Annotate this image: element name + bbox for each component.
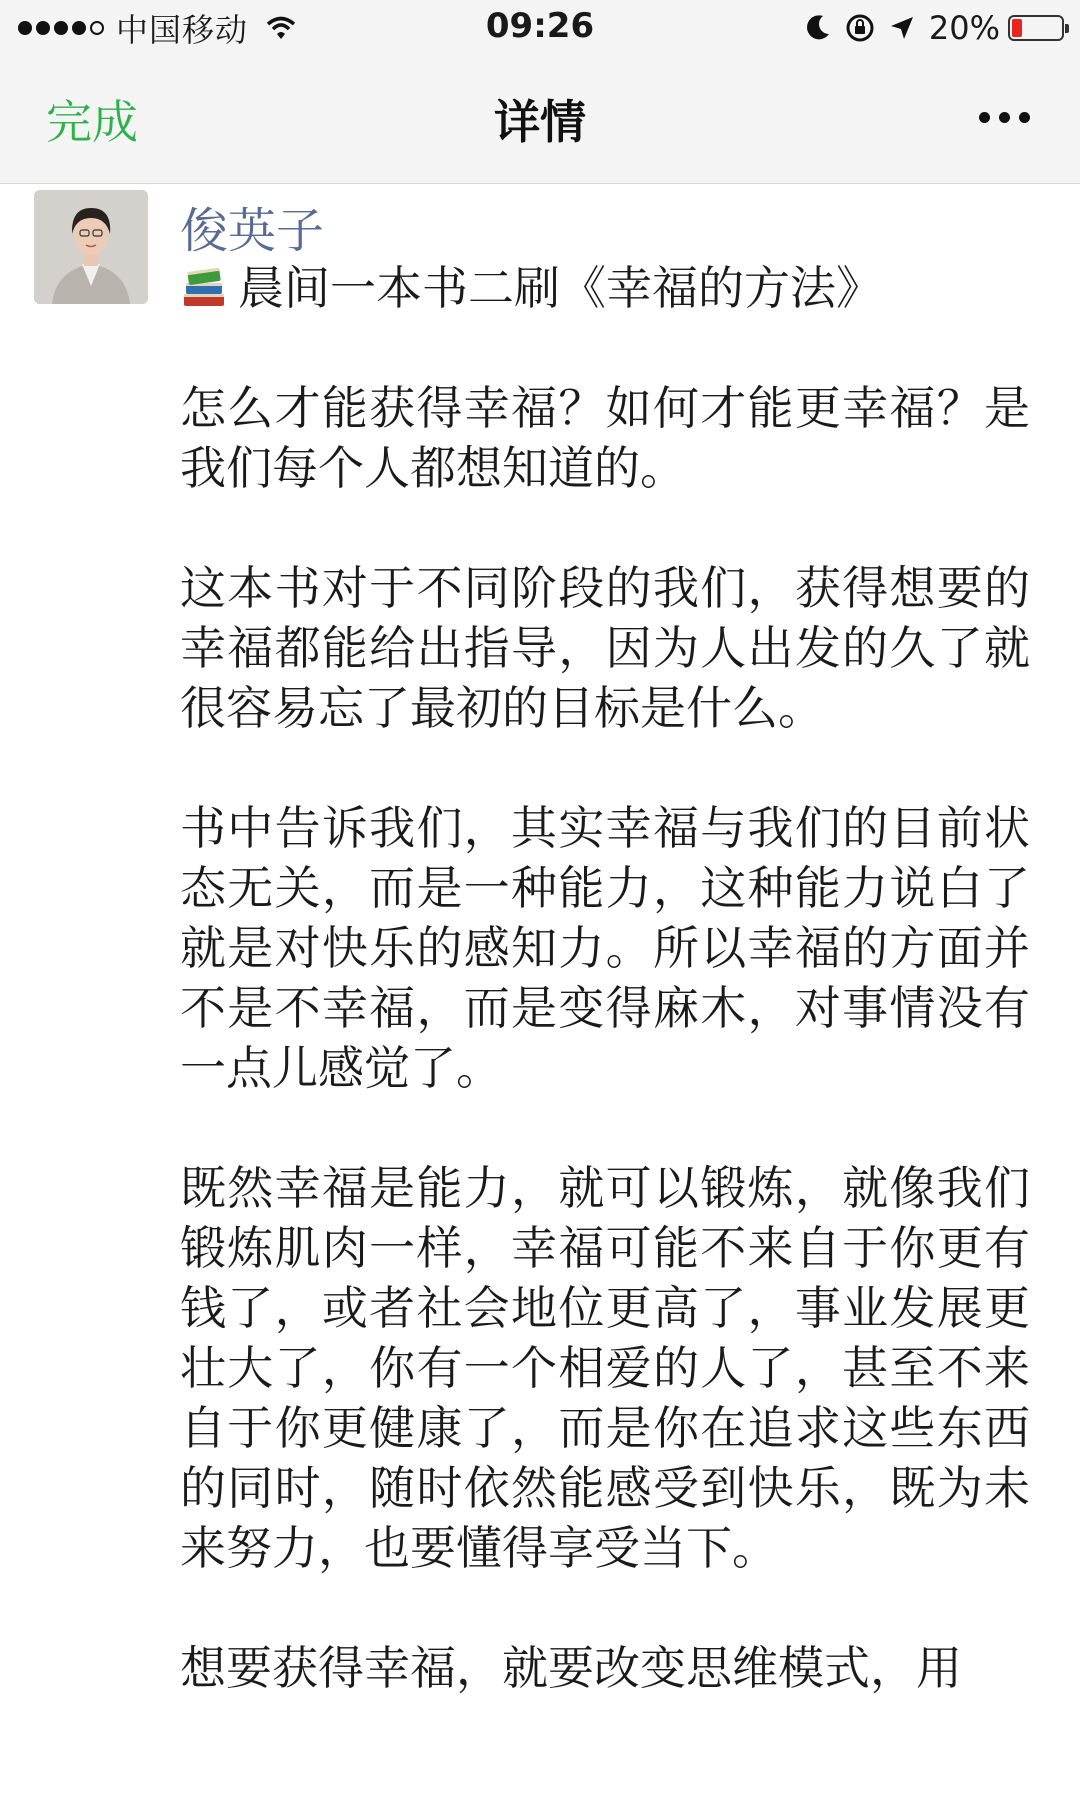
post-paragraph: 书中告诉我们，其实幸福与我们的目前状态无关，而是一种能力，这种能力说白了就是对快乐的感知力。所以幸福的方面并不是不幸福，而是变得麻木，对事情没有一点儿感觉了。 [180,801,1030,1095]
more-dots-icon[interactable] [970,112,1030,123]
books-emoji-icon [180,264,228,312]
status-time: 09:26 [485,6,595,46]
battery-icon [1008,15,1064,41]
location-arrow-icon [889,15,915,41]
post-paragraph: 怎么才能获得幸福？如何才能更幸福？是我们每个人都想知道的。 [180,381,1030,495]
rotation-lock-icon [845,13,875,43]
post-paragraph: 想要获得幸福，就要改变思维模式，用 [180,1641,962,1695]
book-title-text: 晨间一本书二刷《幸福的方法》 [238,261,882,315]
signal-strength-icon [18,21,108,35]
navigation-bar [0,56,1080,184]
moon-icon [805,14,831,42]
wifi-icon [266,16,296,40]
status-right [791,8,1064,48]
done-button[interactable]: 完成 [46,95,138,149]
book-title-line [180,258,1030,318]
avatar[interactable] [34,190,148,304]
battery-percent: 20% [928,9,1000,47]
status-left [18,8,296,48]
post-paragraph: 这本书对于不同阶段的我们，获得想要的幸福都能给出指导，因为人出发的久了就很容易忘了最初的目标是什么。 [180,561,1030,735]
author-name[interactable]: 俊英子 [180,203,325,259]
page-title: 详情 [494,95,586,149]
carrier-name: 中国移动 [116,11,249,49]
status-bar [0,0,1080,56]
post-body [180,258,1030,1744]
post-paragraph: 既然幸福是能力，就可以锻炼，就像我们锻炼肌肉一样，幸福可能不来自于你更有钱了，或者社会地位更高了，事业发展更壮大了，你有一个相爱的人了，甚至不来自于你更健康了，而是你在追求这些东西的同时，随时依然能感受到快乐，既为未来努力，也要懂得享受当下。 [180,1161,1030,1575]
